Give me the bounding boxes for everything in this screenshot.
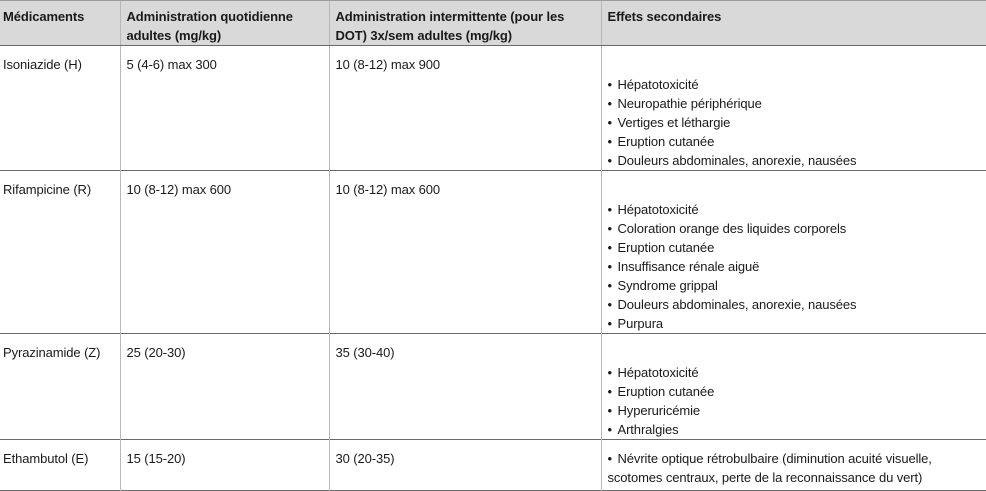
bullet-icon: • bbox=[607, 240, 612, 255]
cell-effects bbox=[601, 46, 986, 171]
cell-drug: Isoniazide (H) bbox=[3, 57, 82, 72]
bullet-icon: • bbox=[607, 403, 612, 418]
cell-daily-dose: 25 (20-30) bbox=[120, 334, 329, 440]
table-row bbox=[0, 171, 986, 334]
effects-list bbox=[608, 449, 981, 487]
bullet-icon: • bbox=[607, 316, 612, 331]
bullet-icon: • bbox=[607, 278, 612, 293]
effect-item bbox=[608, 382, 981, 401]
bullet-icon: • bbox=[607, 384, 612, 399]
cell-effects bbox=[601, 171, 986, 334]
bullet-icon: • bbox=[607, 259, 612, 274]
cell-effects bbox=[601, 440, 986, 491]
bullet-icon: • bbox=[607, 451, 612, 466]
effect-text: Neuropathie périphérique bbox=[617, 96, 762, 111]
effect-item bbox=[608, 295, 981, 314]
bullet-icon: • bbox=[607, 422, 612, 437]
effect-item bbox=[608, 238, 981, 257]
cell-effects bbox=[601, 334, 986, 440]
header-administration-intermittente: Administration intermittente (pour les DOT) 3x/sem adultes (mg/kg) bbox=[329, 1, 601, 46]
bullet-icon: • bbox=[607, 77, 612, 92]
cell-daily-dose: 5 (4-6) max 300 bbox=[120, 46, 329, 171]
bullet-icon: • bbox=[607, 365, 612, 380]
cell-drug: Ethambutol (E) bbox=[3, 451, 89, 466]
effect-text: Arthralgies bbox=[617, 422, 679, 437]
header-effets-secondaires: Effets secondaires bbox=[601, 1, 986, 46]
effect-text: Vertiges et léthargie bbox=[617, 115, 731, 130]
effect-text: Hépatotoxicité bbox=[617, 202, 699, 217]
effect-text: Eruption cutanée bbox=[617, 384, 715, 399]
cell-daily-dose: 10 (8-12) max 600 bbox=[120, 171, 329, 334]
table-row bbox=[0, 440, 986, 491]
effect-item bbox=[608, 449, 981, 487]
effect-item bbox=[608, 219, 981, 238]
table-body bbox=[0, 46, 986, 491]
cell-drug: Pyrazinamide (Z) bbox=[3, 345, 101, 360]
bullet-icon: • bbox=[607, 134, 612, 149]
effect-text: Douleurs abdominales, anorexie, nausées bbox=[617, 153, 857, 168]
cell-drug: Rifampicine (R) bbox=[3, 182, 92, 197]
effect-item bbox=[608, 314, 981, 333]
cell-intermittent-dose: 10 (8-12) max 900 bbox=[329, 46, 601, 171]
effect-text: Hépatotoxicité bbox=[617, 365, 699, 380]
effect-item bbox=[608, 94, 981, 113]
cell-intermittent-dose: 10 (8-12) max 600 bbox=[329, 171, 601, 334]
effect-text: Hépatotoxicité bbox=[617, 77, 699, 92]
header-administration-quotidienne: Administration quotidienne adultes (mg/kg) bbox=[120, 1, 329, 46]
header-medicaments: Médicaments bbox=[0, 1, 120, 46]
effect-item bbox=[608, 363, 981, 382]
header-row bbox=[0, 1, 986, 46]
effect-text: Névrite optique rétrobulbaire (diminution acuité visuelle, scotomes centraux, perte de la reconnaissance du vert) bbox=[607, 451, 932, 485]
effect-text: Insuffisance rénale aiguë bbox=[617, 259, 760, 274]
effect-item bbox=[608, 113, 981, 132]
cell-intermittent-dose: 35 (30-40) bbox=[329, 334, 601, 440]
effect-text: Eruption cutanée bbox=[617, 240, 715, 255]
effect-item bbox=[608, 420, 981, 439]
cell-intermittent-dose: 30 (20-35) bbox=[329, 440, 601, 491]
bullet-icon: • bbox=[607, 221, 612, 236]
table-row bbox=[0, 46, 986, 171]
effect-item bbox=[608, 276, 981, 295]
table-row bbox=[0, 334, 986, 440]
bullet-icon: • bbox=[607, 153, 612, 168]
effect-item bbox=[608, 257, 981, 276]
effect-text: Syndrome grippal bbox=[617, 278, 718, 293]
effect-text: Hyperuricémie bbox=[617, 403, 701, 418]
effects-list bbox=[608, 363, 981, 439]
table-header bbox=[0, 1, 986, 46]
bullet-icon: • bbox=[607, 297, 612, 312]
effect-text: Douleurs abdominales, anorexie, nausées bbox=[617, 297, 857, 312]
bullet-icon: • bbox=[607, 96, 612, 111]
cell-daily-dose: 15 (15-20) bbox=[120, 440, 329, 491]
effect-text: Purpura bbox=[617, 316, 664, 331]
bullet-icon: • bbox=[607, 115, 612, 130]
effect-text: Eruption cutanée bbox=[617, 134, 715, 149]
effect-item bbox=[608, 75, 981, 94]
effects-list bbox=[608, 75, 981, 170]
effects-list bbox=[608, 200, 981, 333]
effect-item bbox=[608, 132, 981, 151]
effect-item bbox=[608, 401, 981, 420]
effect-item bbox=[608, 151, 981, 170]
effect-text: Coloration orange des liquides corporels bbox=[617, 221, 847, 236]
effect-item bbox=[608, 200, 981, 219]
bullet-icon: • bbox=[607, 202, 612, 217]
